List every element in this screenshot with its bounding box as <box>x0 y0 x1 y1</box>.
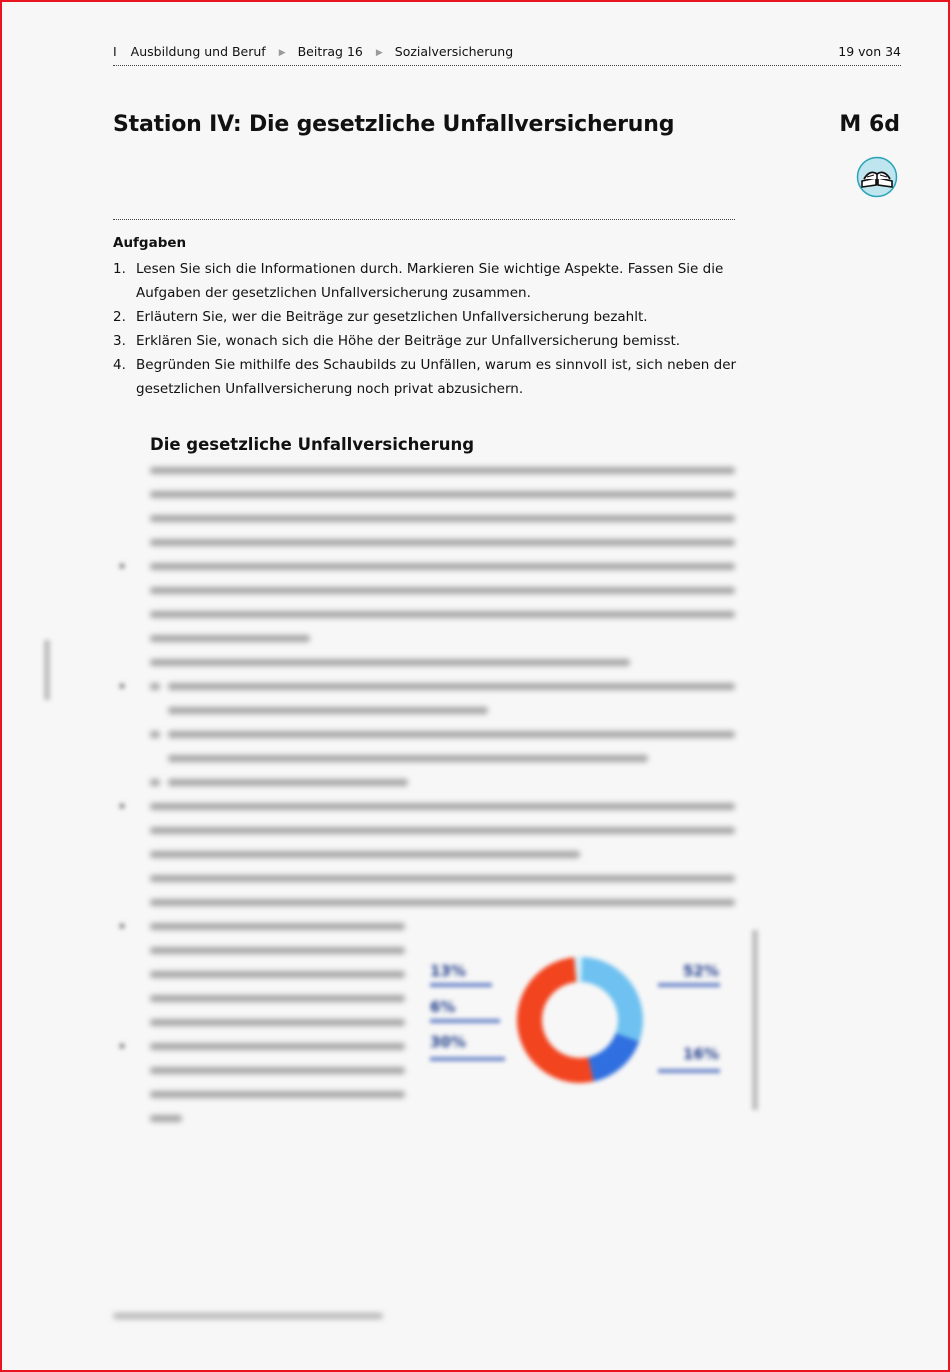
triangle-right-icon: ▶ <box>375 48 383 58</box>
breadcrumb <box>113 44 513 59</box>
list-item: 1. Lesen Sie sich die Informationen durch. Markieren Sie wichtige Aspekte. Fassen Sie die Aufgaben der gesetzlichen Unfallversicherung zusammen. <box>113 261 724 301</box>
footer-copyright <box>113 1313 383 1319</box>
margin-marker <box>119 1043 125 1049</box>
list-item: 4. Begründen Sie mithilfe des Schaubilds zu Unfällen, warum es sinnvoll ist, sich neben der gesetzlichen Unfallversicherung noch privat abzusichern. <box>113 357 737 397</box>
page-title: Station IV: Die gesetzliche Unfallversicherung <box>113 112 675 137</box>
triangle-right-icon: ▶ <box>278 48 286 58</box>
accident-chart <box>425 935 755 1115</box>
margin-marker <box>119 923 125 929</box>
tasks-heading: Aufgaben <box>113 235 187 251</box>
margin-marker <box>119 563 125 569</box>
legend-value: 13% <box>430 962 466 980</box>
legend-value: 6% <box>430 998 456 1016</box>
margin-marker <box>119 683 125 689</box>
title-divider <box>113 219 735 220</box>
article-heading: Die gesetzliche Unfallversicherung <box>150 435 475 454</box>
page-header <box>113 44 901 62</box>
legend-caption <box>430 983 492 987</box>
header-divider <box>113 65 901 66</box>
legend-caption <box>658 1069 720 1073</box>
donut-slice <box>588 1033 639 1082</box>
donut-slice <box>581 957 643 1042</box>
legend-value: 30% <box>430 1033 466 1051</box>
legend-caption <box>658 983 720 987</box>
book-icon <box>856 156 898 198</box>
section-label: I <box>113 44 117 59</box>
list-item: 2. Erläutern Sie, wer die Beiträge zur gesetzlichen Unfallversicherung bezahlt. <box>113 309 648 325</box>
breadcrumb-item-sozialversicherung: Sozialversicherung <box>394 44 514 59</box>
breadcrumb-item-ausbildung: Ausbildung und Beruf <box>130 44 266 59</box>
breadcrumb-item-beitrag: Beitrag 16 <box>297 44 363 59</box>
tasks-list <box>113 257 753 401</box>
page-number: 19 von 34 <box>838 44 901 59</box>
legend-caption <box>430 1019 500 1023</box>
margin-marker <box>119 803 125 809</box>
legend-caption <box>430 1057 505 1061</box>
material-id: M 6d <box>839 112 900 137</box>
source-vertical <box>752 930 758 1110</box>
legend-value: 52% <box>683 962 719 980</box>
list-item: 3. Erklären Sie, wonach sich die Höhe der Beiträge zur Unfallversicherung bemisst. <box>113 333 681 349</box>
legend-value: 16% <box>683 1045 719 1063</box>
copyright-vertical <box>44 640 50 700</box>
